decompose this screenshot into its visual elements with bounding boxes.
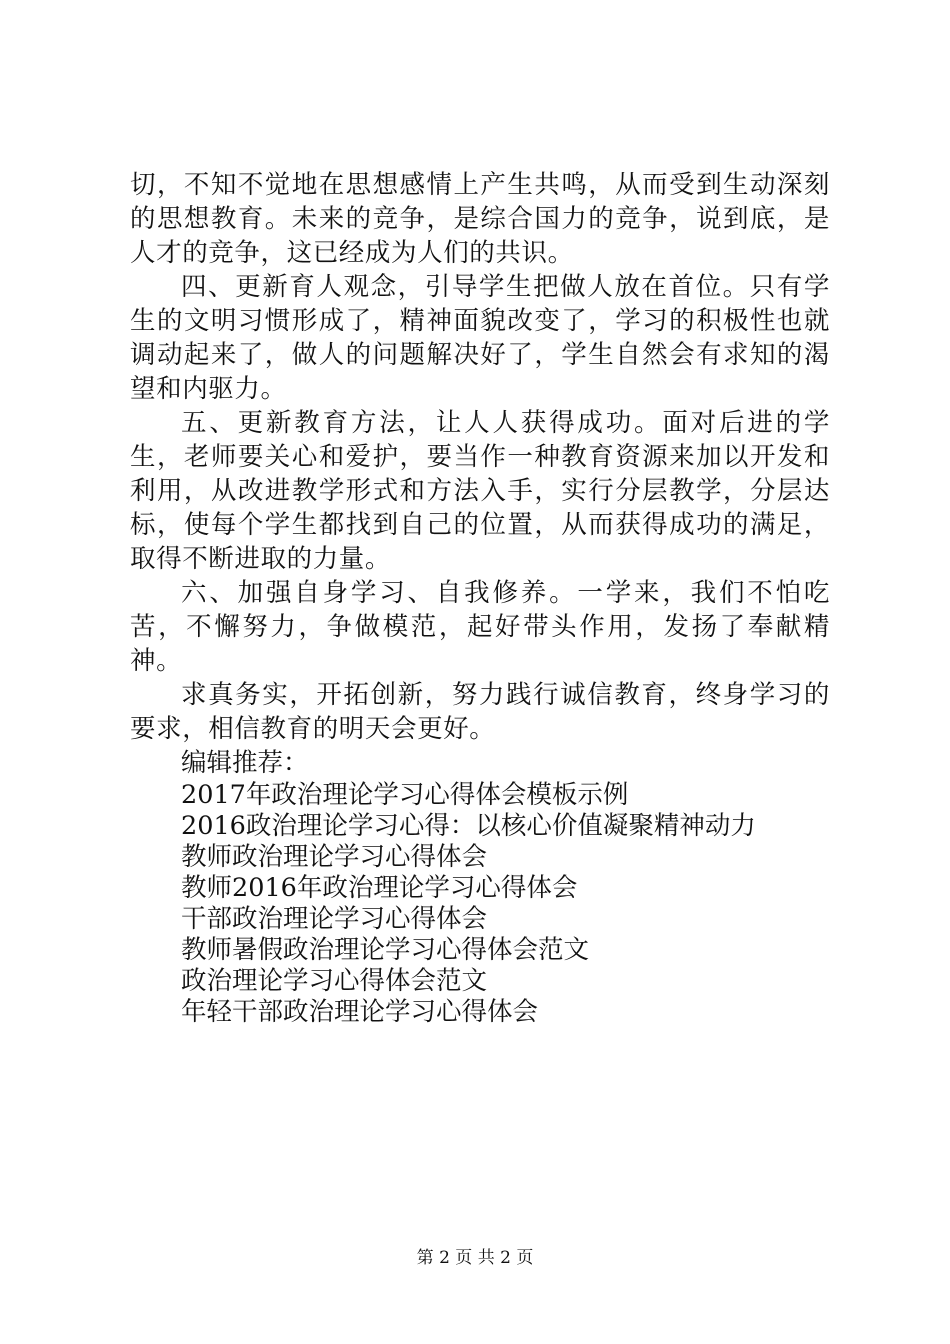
recommend-link-1[interactable]: 2017年政治理论学习心得体会模板示例 <box>181 780 629 810</box>
recommend-label: 编辑推荐： <box>181 748 309 778</box>
paragraph-4: 六、加强自身学习、自我修养。一学来，我们不怕吃苦，不懈努力，争做模范，起好带头作用，发扬了奉献精神。 <box>130 578 830 676</box>
paragraph-3: 五、更新教育方法，让人人获得成功。面对后进的学生，老师要关心和爱护，要当作一种教育资源来加以开发和利用，从改进教学形式和方法入手，实行分层教学，分层达标，使每个学生都找到自己的位置，从而获得成功的满足，取得不断进取的力量。 <box>130 408 830 574</box>
recommend-link-5[interactable]: 干部政治理论学习心得体会 <box>181 904 488 934</box>
paragraph-5: 求真务实，开拓创新，努力践行诚信教育，终身学习的要求，相信教育的明天会更好。 <box>130 680 830 744</box>
recommend-link-4[interactable]: 教师2016年政治理论学习心得体会 <box>181 873 578 903</box>
paragraph-2: 四、更新育人观念，引导学生把做人放在首位。只有学生的文明习惯形成了，精神面貌改变了，学习的积极性也就调动起来了，做人的问题解决好了，学生自然会有求知的渴望和内驱力。 <box>130 272 830 404</box>
recommend-section <box>130 746 830 1028</box>
recommend-link-8[interactable]: 年轻干部政治理论学习心得体会 <box>181 997 539 1027</box>
recommend-link-7[interactable]: 政治理论学习心得体会范文 <box>181 966 488 996</box>
recommend-link-2[interactable]: 2016政治理论学习心得：以核心价值凝聚精神动力 <box>181 811 756 841</box>
recommend-link-3[interactable]: 教师政治理论学习心得体会 <box>181 842 488 872</box>
paragraph-1: 切，不知不觉地在思想感情上产生共鸣，从而受到生动深刻的思想教育。未来的竞争，是综合国力的竞争，说到底，是人才的竞争，这已经成为人们的共识。 <box>130 170 830 268</box>
document-body <box>130 168 830 1028</box>
page-number-footer: 第 2 页 共 2 页 <box>416 1248 534 1268</box>
recommend-link-6[interactable]: 教师暑假政治理论学习心得体会范文 <box>181 935 590 965</box>
